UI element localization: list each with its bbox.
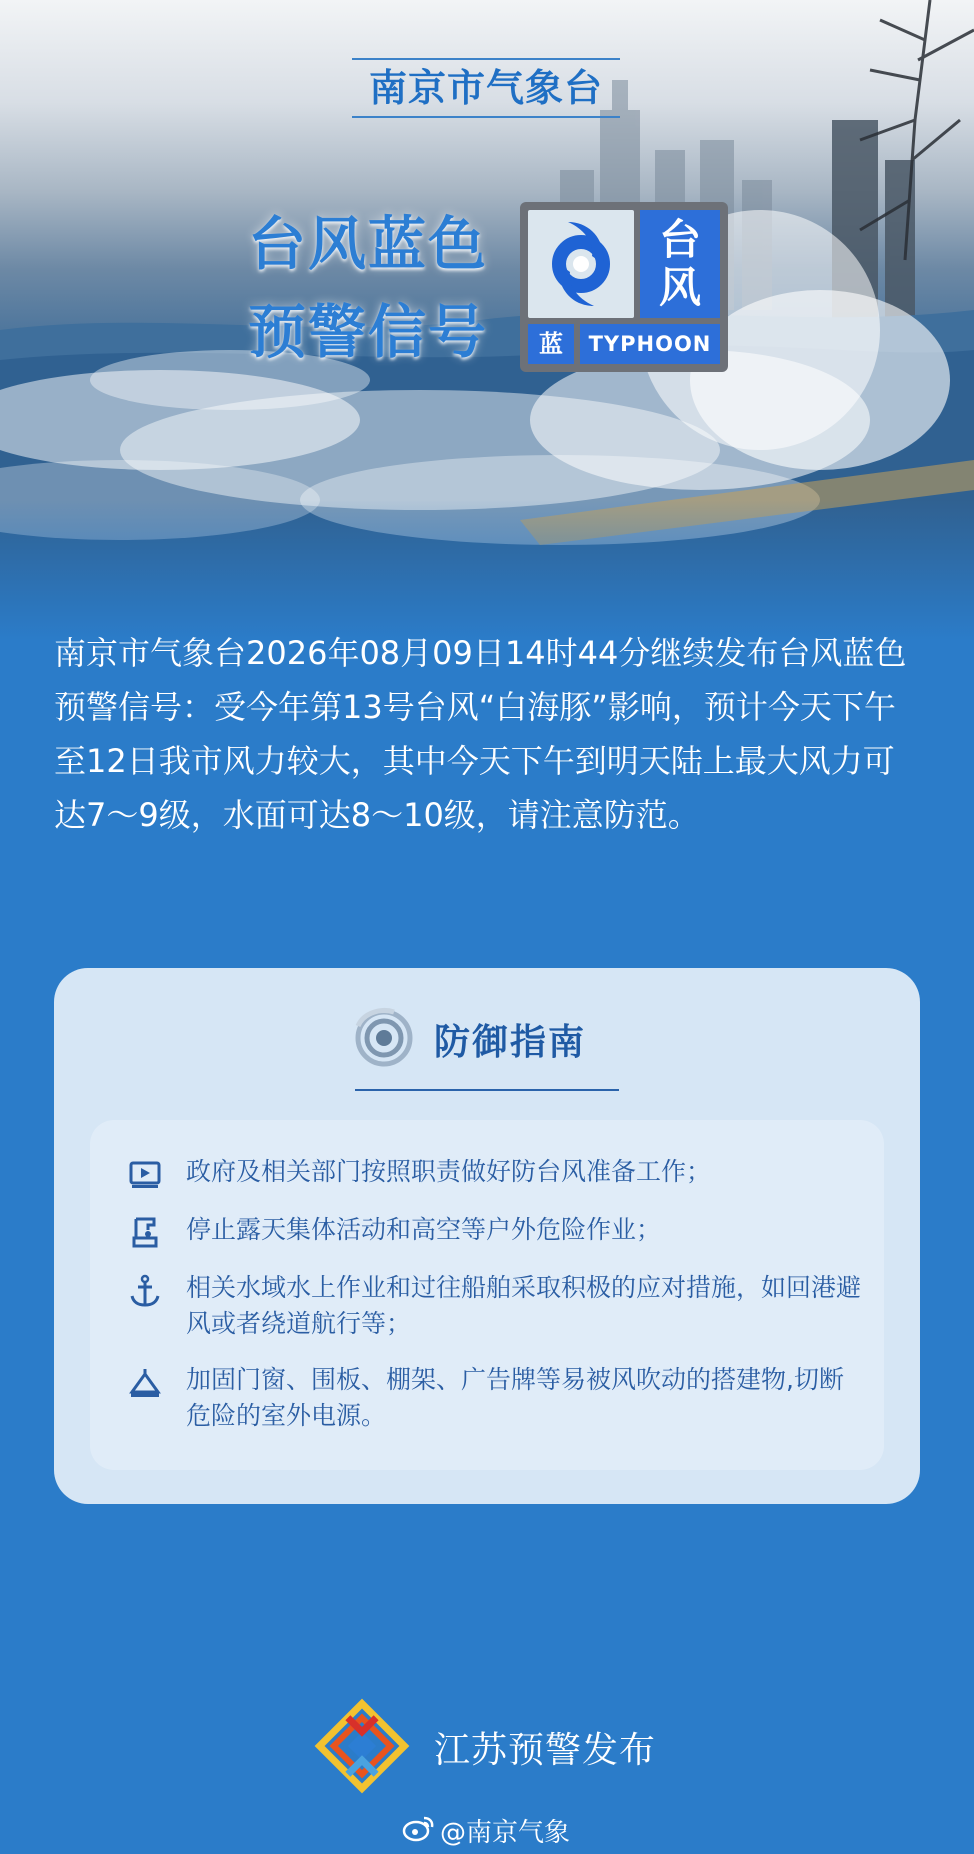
weibo-icon xyxy=(402,1814,436,1842)
guide-header xyxy=(54,1006,920,1066)
presentation-icon xyxy=(128,1158,162,1192)
crane-icon xyxy=(128,1216,162,1250)
warning-message: 南京市气象台2026年08月09日14时44分继续发布台风蓝色预警信号：受今年第13号台风“白海豚”影响，预计今天下午至12日我市风力较大，其中今天下午到明天陆上最大风力可达7～9级，水面可达8～10级，请注意防范。 xyxy=(54,634,907,834)
guide-item-text: 政府及相关部门按照职责做好防台风准备工作； xyxy=(186,1157,712,1186)
guide-title-underline xyxy=(355,1089,619,1091)
jiangsu-warning-logo xyxy=(312,1698,412,1794)
typhoon-warning-badge xyxy=(520,202,728,372)
warning-title-line2: 预警信号 xyxy=(248,298,489,366)
weibo-handle[interactable]: @南京气象 xyxy=(440,1818,571,1848)
anchor-icon xyxy=(128,1274,162,1308)
defense-guide-card xyxy=(54,968,920,1504)
badge-char-bottom: 风 xyxy=(658,263,701,312)
agency-title: 南京市气象台 xyxy=(352,58,620,118)
guide-item-text: 加固门窗、围板、棚架、广告牌等易被风吹动的搭建物,切断危险的室外电源。 xyxy=(186,1365,844,1430)
typhoon-swirl-icon xyxy=(528,210,634,318)
badge-level: 蓝 xyxy=(528,324,574,364)
hero-banner xyxy=(0,0,974,640)
badge-typhoon-characters xyxy=(640,210,720,318)
warning-title xyxy=(248,200,518,376)
guide-item-text: 停止露天集体活动和高空等户外危险作业； xyxy=(186,1215,662,1244)
badge-english-label: TYPHOON xyxy=(580,324,720,364)
guide-item-text: 相关水域水上作业和过往船舶采取积极的应对措施，如回港避风或者绕道航行等； xyxy=(186,1273,862,1338)
shelter-icon xyxy=(128,1366,162,1400)
guide-title: 防御指南 xyxy=(434,1022,587,1063)
warning-title-line1: 台风蓝色 xyxy=(248,210,489,278)
publisher-name: 江苏预警发布 xyxy=(434,1730,657,1771)
guide-list xyxy=(90,1120,884,1470)
typhoon-spiral-icon xyxy=(348,1006,420,1070)
badge-char-top: 台 xyxy=(658,215,701,264)
